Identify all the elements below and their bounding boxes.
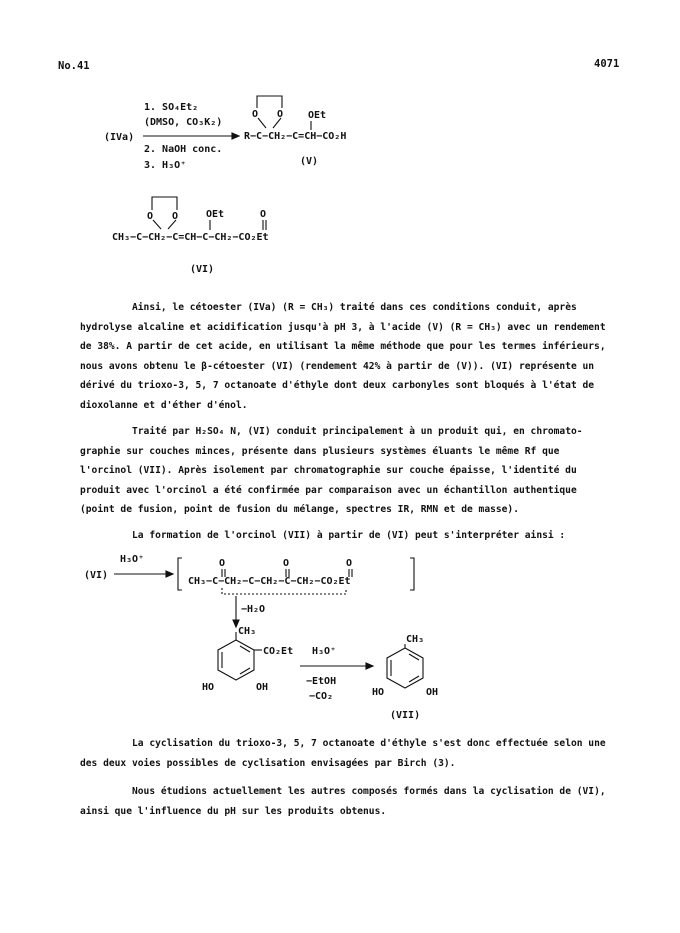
ring2-benzene (387, 644, 423, 688)
compound-label-v: (V) (300, 156, 319, 167)
ring1-benzene (218, 632, 262, 680)
reactant-label: (IVa) (104, 132, 135, 143)
svg-text:O: O (172, 211, 179, 222)
scheme-3 (0, 548, 680, 728)
vi-oet: OEt (206, 209, 225, 220)
paragraph-5 (80, 782, 620, 821)
scheme3-start: (VI) (84, 570, 109, 581)
scheme-1 (0, 0, 680, 290)
loss-co2: −CO₂ (309, 691, 334, 702)
compound-vi-formula: CH₃−C−CH₂−C=CH−C−CH₂−CO₂Et (112, 232, 269, 243)
svg-text:O: O (277, 109, 284, 120)
p2-line: graphie sur couches minces, présente dans plusieurs systèmes éluants le même Rf que (80, 445, 560, 457)
p2-line: Traité par H₂SO₄ N, (VI) conduit principalement à un produit qui, en chromato- (132, 426, 583, 437)
svg-text:O: O (252, 109, 259, 120)
intermediate-formula: CH₃−C−CH₂−C−CH₂−C−CH₂−CO₂Et (188, 576, 351, 587)
paragraph-2 (80, 422, 620, 520)
enol-ether-oet: OEt (308, 110, 327, 121)
step-1-conditions: (DMSO, CO₃K₂) (144, 117, 223, 128)
p3-line: La formation de l'orcinol (VII) à partir de (VI) peut s'interpréter ainsi : (132, 530, 566, 541)
step-1-reagent: 1. SO₄Et₂ (144, 102, 199, 113)
loss-ethanol: −EtOH (306, 676, 337, 687)
p2-line: produit avec l'orcinol a été confirmée par comparaison avec un échantillon authentique (80, 484, 577, 496)
paragraph-1 (80, 298, 620, 415)
p1-line: dérivé du trioxo-3, 5, 7 octanoate d'éthyle dont deux carbonyles sont bloqués à l'état de (80, 380, 595, 391)
paragraph-4 (80, 734, 620, 773)
left-bracket (178, 558, 182, 590)
p1-line: hydrolyse alcaline et acidification jusqu'à pH 3, à l'acide (V) (R = CH₃) avec un rendement (80, 321, 606, 333)
p1-line: dioxolanne et d'éther d'énol. (80, 399, 248, 411)
step-3: 3. H₃O⁺ (144, 160, 187, 171)
ring2-oh: OH (426, 687, 439, 698)
p1-line: de 38%. A partir de cet acide, en utilisant la même méthode que pour les termes inférieurs, (80, 341, 606, 352)
p5-line: ainsi que l'influence du pH sur les produits obtenus. (80, 805, 387, 817)
p5-line: Nous étudions actuellement les autres composés formés dans la cyclisation de (VI), (132, 786, 606, 797)
ring1-ho: HO (202, 682, 215, 693)
ring1-ester: CO₂Et (263, 646, 294, 657)
oxo-3: O (346, 558, 353, 569)
oxo-2: O (283, 558, 290, 569)
dioxolane-ring-vi (147, 197, 178, 229)
page-number: 4071 (594, 58, 620, 70)
ring2-ho: HO (372, 687, 385, 698)
p4-line: des deux voies possibles de cyclisation envisagées par Birch (3). (80, 757, 456, 769)
scheme3-reagent: H₃O⁺ (120, 554, 145, 565)
svg-text:O: O (147, 211, 154, 222)
p2-line: (point de fusion, point de fusion du mélange, spectres IR, RMN et de masse). (80, 504, 519, 515)
p1-line: nous avons obtenu le β-cétoester (VI) (rendement 42% à partir de (V)). (VI) représente un (80, 360, 595, 372)
ring1-methyl: CH₃ (238, 626, 257, 637)
vi-oxo: O (260, 209, 267, 220)
journal-issue: No.41 (58, 60, 90, 72)
p2-line: l'orcinol (VII). Après isolement par chromatographie sur couche épaisse, l'identité du (80, 465, 577, 476)
p1-line: Ainsi, le cétoester (IVa) (R = CH₃) traité dans ces conditions conduit, après (132, 302, 577, 313)
product-v-formula: R−C−CH₂−C=CH−CO₂H (244, 131, 347, 142)
cyclization-dotted-line (222, 588, 346, 594)
scheme3-reagent-2: H₃O⁺ (312, 646, 337, 657)
ring1-oh: OH (256, 682, 269, 693)
loss-water: −H₂O (241, 604, 266, 615)
compound-label-vii: (VII) (390, 710, 421, 721)
ring2-methyl: CH₃ (406, 634, 425, 645)
dioxolane-ring-v (252, 96, 283, 128)
paragraph-3 (80, 526, 620, 546)
oxo-1: O (219, 558, 226, 569)
step-2: 2. NaOH conc. (144, 144, 223, 155)
right-bracket (410, 558, 414, 590)
p4-line: La cyclisation du trioxo-3, 5, 7 octanoate d'éthyle s'est donc effectuée selon une (132, 738, 606, 749)
compound-label-vi: (VI) (190, 264, 215, 275)
